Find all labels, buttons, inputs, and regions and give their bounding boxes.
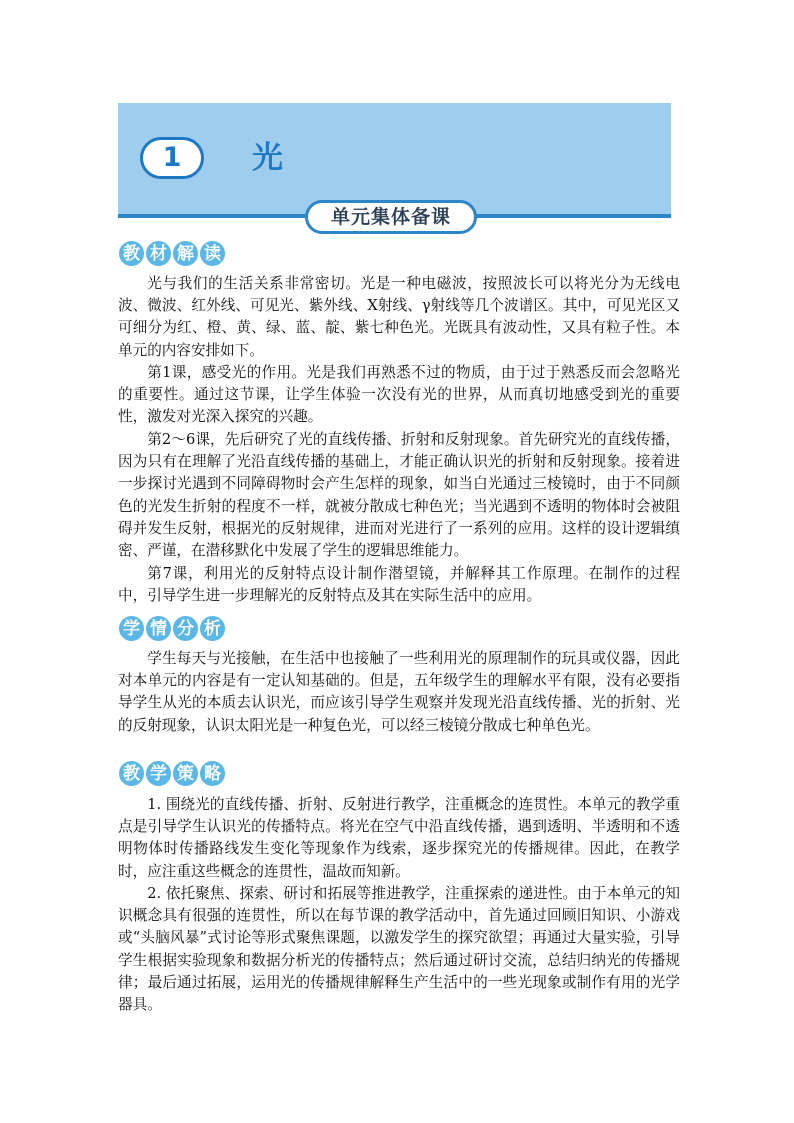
section-tag-char: 教 xyxy=(118,240,145,267)
section-tag-teaching-strategy xyxy=(118,760,226,788)
section-tag-char: 分 xyxy=(172,615,199,642)
paragraph: 第7课，利用光的反射特点设计制作潜望镜，并解释其工作原理。在制作的过程中，引导学生进一步理解光的反射特点及其在实际生活中的应用。 xyxy=(118,565,680,605)
section-tag-char: 略 xyxy=(199,760,226,787)
section-tag-char: 情 xyxy=(145,615,172,642)
section-tag-char: 策 xyxy=(172,760,199,787)
paragraph: 第2～6课，先后研究了光的直线传播、折射和反射现象。首先研究光的直线传播，因为只有在理解了光沿直线传播的基础上，才能正确认识光的折射和反射现象。接着进一步探讨光遇到不同障碍物时会产生怎样的现象，如当白光通过三棱镜时，由于不同颜色的光发生折射的程度不一样，就被分散成七种色光；当光遇到不透明的物体时会被阻碍并发生反射，根据光的反射规律，进而对光进行了一系列的应用。这样的设计逻辑缜密、严谨，在潜移默化中发展了学生的逻辑思维能力。 xyxy=(118,431,680,560)
section-tag-char: 读 xyxy=(199,240,226,267)
section-tag-char: 解 xyxy=(172,240,199,267)
section-tag-char: 教 xyxy=(118,760,145,787)
section-tag-student-analysis xyxy=(118,615,226,643)
paragraph: 光与我们的生活关系非常密切。光是一种电磁波，按照波长可以将光分为无线电波、微波、红外线、可见光、紫外线、X射线、γ射线等几个波谱区。其中，可见光区又可细分为红、橙、黄、绿、蓝、靛、紫七种色光。光既具有波动性，又具有粒子性。本单元的内容安排如下。 xyxy=(118,275,680,359)
section-tag-textbook xyxy=(118,240,226,268)
paragraph: 第1课，感受光的作用。光是我们再熟悉不过的物质，由于过于熟悉反而会忽略光的重要性。通过这节课，让学生体验一次没有光的世界，从而真切地感受到光的重要性，激发对光深入探究的兴趣。 xyxy=(118,364,680,426)
section-tag-char: 学 xyxy=(118,615,145,642)
subtitle-pill: 单元集体备课 xyxy=(305,200,477,234)
unit-title: 光 xyxy=(252,140,283,176)
section-tag-char: 材 xyxy=(145,240,172,267)
paragraph: 2. 依托聚焦、探索、研讨和拓展等推进教学，注重探索的递进性。由于本单元的知识概念具有很强的连贯性，所以在每节课的教学活动中，首先通过回顾旧知识、小游戏或“头脑风暴”式讨论等形式聚焦课题，以激发学生的探究欲望；再通过大量实验，引导学生根据实验现象和数据分析光的传播特点；然后通过研讨交流，总结归纳光的传播规律；最后通过拓展，运用光的传播规律解释生产生活中的一些光现象或制作有用的光学器具。 xyxy=(118,885,680,1014)
unit-number-badge: 1 xyxy=(140,137,204,179)
paragraph: 学生每天与光接触，在生活中也接触了一些利用光的原理制作的玩具或仪器，因此对本单元的内容是有一定认知基础的。但是，五年级学生的理解水平有限，没有必要指导学生从光的本质去认识光，而应该引导学生观察并发现光沿直线传播、光的折射、光的反射现象，认识太阳光是一种复色光，可以经三棱镜分散成七种单色光。 xyxy=(118,650,680,734)
section-tag-char: 析 xyxy=(199,615,226,642)
section-tag-char: 学 xyxy=(145,760,172,787)
paragraph: 1. 围绕光的直线传播、折射、反射进行教学，注重概念的连贯性。本单元的教学重点是引导学生认识光的传播特点。将光在空气中沿直线传播，遇到透明、半透明和不透明物体时传播路线发生变化等现象作为线索，逐步探究光的传播规律。因此，在教学时，应注重这些概念的连贯性，温故而知新。 xyxy=(118,796,680,880)
